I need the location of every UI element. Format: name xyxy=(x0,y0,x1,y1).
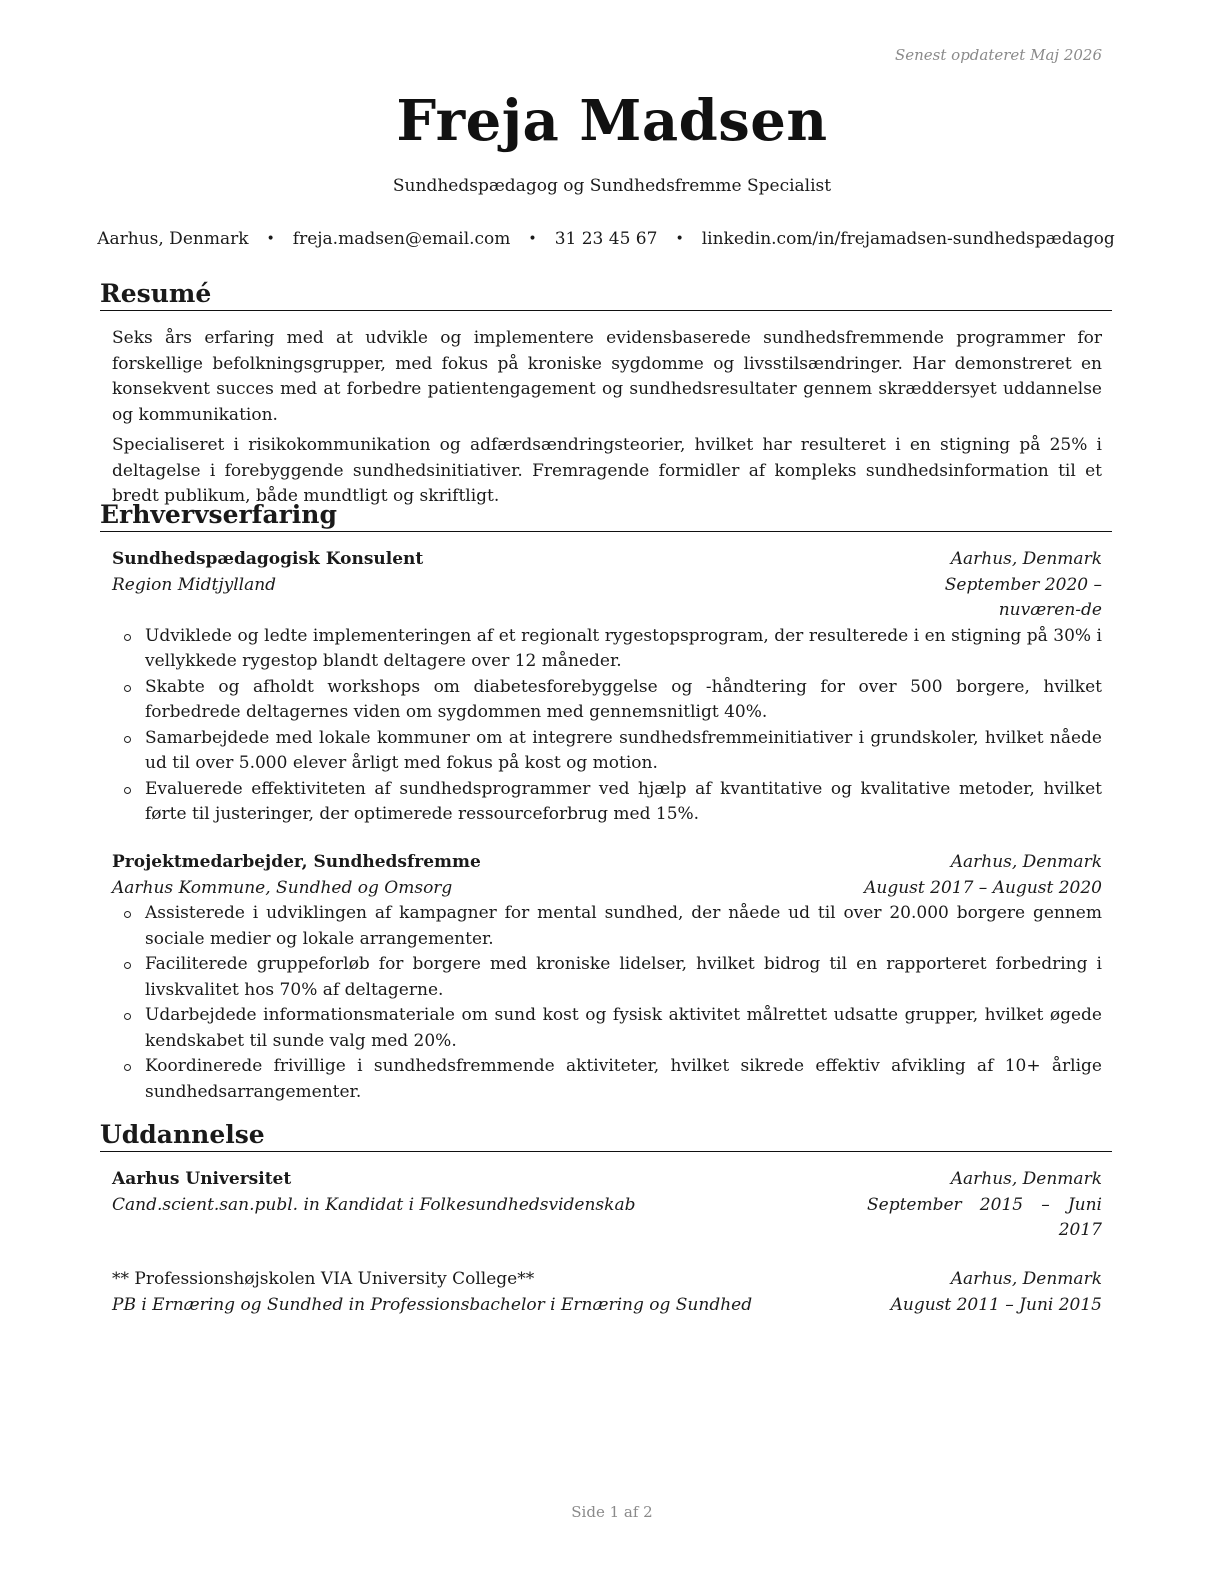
job-dates: September 2020 – nuværen-de xyxy=(944,574,1102,620)
bullet-separator: • xyxy=(675,231,684,247)
job-bullets xyxy=(112,901,1102,1105)
section-title-education: Uddannelse xyxy=(100,1120,1112,1152)
bullet-separator: • xyxy=(266,231,275,247)
education-header xyxy=(112,1167,1102,1244)
list-item: Evaluerede effektiviteten af sundhedsprogrammer ved hjælp af kvantitative og kvalitative metoder, hvilket førte til justeringer, der optimerede ressourceforbrug med 15%. xyxy=(112,777,1102,828)
job-entry xyxy=(112,850,1102,1105)
job-organization: Aarhus Kommune, Sundhed og Omsorg xyxy=(112,877,453,898)
job-entry xyxy=(112,547,1102,828)
candidate-name: Freja Madsen xyxy=(396,88,828,154)
job-role: Sundhedspædagogisk Konsulent xyxy=(112,549,424,569)
candidate-title: Sundhedspædagog og Sundhedsfremme Specialist xyxy=(392,176,832,196)
contact-linkedin[interactable]: linkedin.com/in/frejamadsen-sundhedspædagog xyxy=(701,229,1115,249)
job-header xyxy=(112,850,1102,901)
job-role: Projektmedarbejder, Sundhedsfremme xyxy=(112,852,481,872)
page-number: Side 1 af 2 xyxy=(571,1503,653,1521)
education-dates: September 2015 – Juni 2017 xyxy=(867,1194,1102,1240)
job-location: Aarhus, Denmark xyxy=(950,549,1102,569)
list-item: Koordinerede frivillige i sundhedsfremmende aktiviteter, hvilket sikrede effektiv afvikling af 10+ årlige sundhedsarrangementer. xyxy=(112,1054,1102,1105)
section-title-summary: Resumé xyxy=(100,279,1112,311)
education-entry xyxy=(112,1267,1102,1318)
bullet-separator: • xyxy=(528,231,537,247)
list-item: Samarbejdede med lokale kommuner om at integrere sundhedsfremmeinitiativer i grundskoler, hvilket nåede ud til over 5.000 elever årligt med fokus på kost og motion. xyxy=(112,726,1102,777)
degree: PB i Ernæring og Sundhed in Professionsbachelor i Ernæring og Sundhed xyxy=(112,1294,753,1315)
last-updated: Senest opdateret Maj 2026 xyxy=(894,46,1102,64)
contact-email[interactable]: freja.madsen@email.com xyxy=(292,229,511,249)
school-location: Aarhus, Denmark xyxy=(950,1269,1102,1289)
list-item: Skabte og afholdt workshops om diabetesforebyggelse og -håndtering for over 500 borgere, hvilket forbedrede deltagernes viden om sygdommen med gennemsnitligt 40%. xyxy=(112,675,1102,726)
education-dates: August 2011 – Juni 2015 xyxy=(890,1294,1102,1315)
section-title-experience: Erhvervserfaring xyxy=(100,500,1112,532)
job-bullets xyxy=(112,624,1102,828)
job-location: Aarhus, Denmark xyxy=(950,852,1102,872)
contact-location: Aarhus, Denmark xyxy=(97,229,249,249)
education-entry xyxy=(112,1167,1102,1244)
school-name: Aarhus Universitet xyxy=(112,1169,292,1189)
list-item: Udviklede og ledte implementeringen af et regionalt rygestopsprogram, der resulterede i en stigning på 30% i vellykkede rygestop blandt deltagere over 12 måneder. xyxy=(112,624,1102,675)
school-name: ** Professionshøjskolen VIA University College** xyxy=(112,1269,535,1289)
contact-line xyxy=(97,229,1115,249)
job-dates: August 2017 – August 2020 xyxy=(864,877,1102,898)
list-item: Udarbejdede informationsmateriale om sund kost og fysisk aktivitet målrettet udsatte grupper, hvilket øgede kendskabet til sunde valg med 20%. xyxy=(112,1003,1102,1054)
summary-paragraph: Specialiseret i risikokommunikation og adfærdsændringsteorier, hvilket har resulteret i en stigning på 25% i deltagelse i forebyggende sundhedsinitiativer. Fremragende formidler af kompleks sundhedsinformation til et bredt publikum, både mundtligt og skriftligt. xyxy=(112,435,1102,506)
summary-paragraph: Seks års erfaring med at udvikle og implementere evidensbaserede sundhedsfremmende programmer for forskellige befolkningsgrupper, med fokus på kroniske sygdomme og livsstilsændringer. Har demonstreret en konsekvent succes med at forbedre patientengagement og sundhedsresultater gennem skræddersyet uddannelse og kommunikation. xyxy=(112,328,1102,425)
education-header xyxy=(112,1267,1102,1318)
school-location: Aarhus, Denmark xyxy=(950,1169,1102,1189)
contact-phone: 31 23 45 67 xyxy=(554,229,658,249)
list-item: Faciliterede gruppeforløb for borgere med kroniske lidelser, hvilket bidrog til en rapporteret forbedring i livskvalitet hos 70% af deltagerne. xyxy=(112,952,1102,1003)
degree: Cand.scient.san.publ. in Kandidat i Folkesundhedsvidenskab xyxy=(112,1194,636,1215)
list-item: Assisterede i udviklingen af kampagner for mental sundhed, der nåede ud til over 20.000 borgere gennem sociale medier og lokale arrangementer. xyxy=(112,901,1102,952)
job-header xyxy=(112,547,1102,624)
job-organization: Region Midtjylland xyxy=(112,574,277,595)
summary-section xyxy=(112,326,1102,515)
